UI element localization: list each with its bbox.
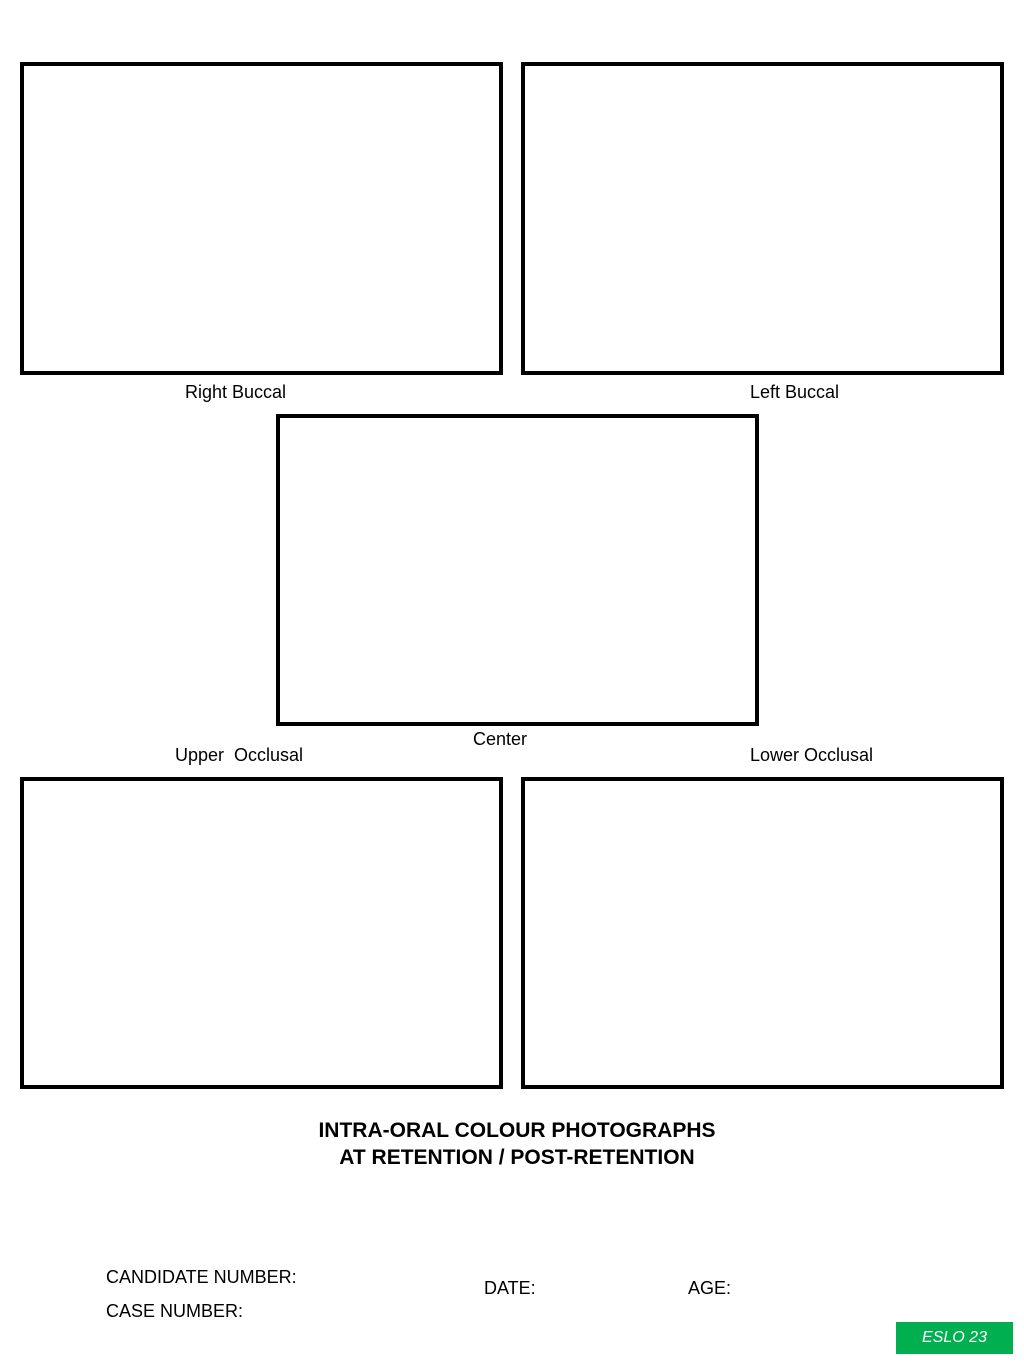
candidate-number-label: CANDIDATE NUMBER: [106,1267,297,1287]
right-buccal-label: Right Buccal [185,382,287,402]
right-buccal-photo-frame [20,62,503,375]
form-code-badge: ESLO 23 [896,1322,1013,1354]
left-buccal-photo-frame [521,62,1004,375]
center-label: Center [473,729,528,749]
lower-occlusal-label: Lower Occlusal [750,745,874,765]
lower-occlusal-photo-frame [521,777,1004,1089]
case-number-label: CASE NUMBER: [106,1301,244,1321]
page-title [0,1117,1024,1171]
center-photo-frame [276,414,759,726]
upper-occlusal-label: Upper Occlusal [175,745,304,765]
page-title-line-2: AT RETENTION / POST-RETENTION [339,1146,695,1169]
date-label: DATE: [484,1278,536,1298]
age-label: AGE: [688,1278,732,1298]
page-title-line-1: INTRA-ORAL COLOUR PHOTOGRAPHS [318,1119,716,1142]
left-buccal-label: Left Buccal [750,382,840,402]
upper-occlusal-photo-frame [20,777,503,1089]
